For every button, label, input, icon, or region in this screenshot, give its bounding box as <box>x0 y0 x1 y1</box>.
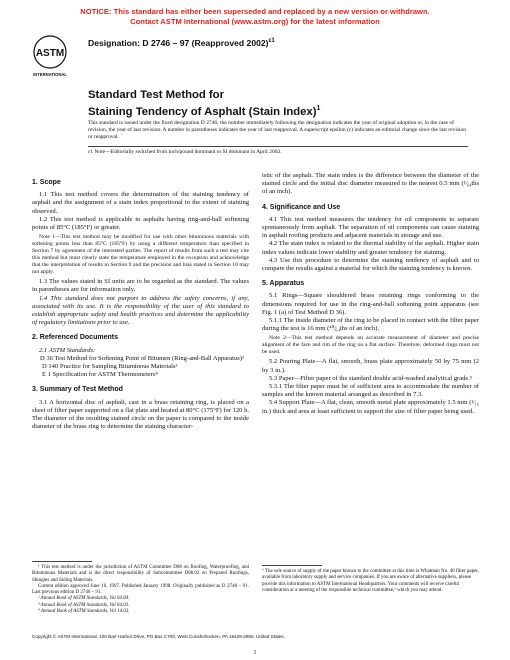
note-1: Note 1—This test method may be modified for use with other bituminous materials with softening points less than 85°C (185°F) by using a different temperature than specified in Section 7 by agreement of the interested parties. The report of results from such a test may cite this method but must clearly state the temperature employed in the exception and acknowledge that the interpretation of results in Section 9 and the precision and bias stated in Section 10 may not apply. <box>32 234 249 276</box>
para-5-4: 5.4 Support Plate—A flat, clean, smooth metal plate approximately 1.5 mm (¹⁄₁₆ in.) thick and area at least sufficient to support the size of filter paper being used. <box>262 399 479 415</box>
section-3-heading: 3. Summary of Test Method <box>32 386 123 394</box>
para-5-3: 5.3 Paper—Filter paper of the standard double acid-washed analytical grade.⁵ <box>269 374 473 382</box>
para-1-3: 1.3 The values stated in SI units are to be regarded as the standard. The values in parentheses are for information only. <box>32 278 249 294</box>
copyright: Copyright © ASTM International, 100 Barr Harbor Drive, PO Box C700, West Conshohocken, PA 19428-2959, United States. <box>32 634 285 639</box>
para-5-1: 5.1 Rings—Square shouldered brass retaining rings conforming to the dimensions required for use in the ring-and-ball softening point apparatus (see Fig. 1 (a) of Test Method D 36). <box>262 292 479 316</box>
left-column <box>32 172 249 431</box>
para-2-1: 2.1 ASTM Standards: <box>39 346 96 354</box>
footnote-3: ³ Annual Book of ASTM Standards, Vol 04.03. <box>38 602 130 608</box>
para-4-2: 4.2 The stain index is related to the thermal stability of the asphalt. Higher stain index values indicate lower stability and greater tendency for staining. <box>262 240 479 256</box>
section-4-heading: 4. Significance and Use <box>262 203 341 211</box>
designation-text: Designation: D 2746 – 97 (Reapproved 2002) <box>88 38 269 48</box>
reference-e1: E 1 Specification for ASTM Thermometers⁴ <box>42 371 158 379</box>
footnote-rule-left <box>32 561 92 562</box>
footnote-1: ¹ This test method is under the jurisdiction of ASTM Committee D08 on Roofing, Waterproofing, and Bituminous Materials and is the direct responsibility of Subcommittee D08.02 on Prepared Roofings, Shingles and Siding Materials. <box>32 565 249 583</box>
logo-text: ASTM <box>35 48 65 59</box>
para-3-1-cont: istic of the asphalt. The stain index is the difference between the diameter of the stained circle and the initial disc diameter measured to the nearest 0.5 mm (¹⁄₆₄ths of an inch). <box>262 172 479 196</box>
footnote-4: ⁴ Annual Book of ASTM Standards, Vol 14.03. <box>38 609 130 615</box>
page-title <box>88 88 320 119</box>
footnote-1b: Current edition approved June 10, 1997. Published January 1998. Originally published as D 2746 – 91. Last previous edition D 2746 – 91. <box>32 583 249 596</box>
title-mark: 1 <box>316 105 321 112</box>
section-2-heading: 2. Referenced Documents <box>32 334 118 342</box>
reference-d140: D 140 Practice for Sampling Bituminous Materials³ <box>42 363 178 371</box>
section-1-heading: 1. Scope <box>32 179 61 186</box>
title-line-1: Standard Test Method for <box>88 89 224 101</box>
section-5-heading: 5. Apparatus <box>262 280 305 288</box>
epsilon-note: ε1 Note—Editorially switched from inch/pound dominant to SI dominant in April 2002. <box>88 149 282 155</box>
designation <box>88 38 275 48</box>
para-5-1-1: 5.1.1 The inside diameter of the ring to be placed in contact with the filter paper during the test is 16 mm (⁴⁰⁄₆₄ths of an inch). <box>262 317 479 333</box>
reference-d36: D 36 Test Method for Softening Point of Bitumen (Ring-and-Ball Apparatus)² <box>40 354 244 362</box>
logo-subtext: INTERNATIONAL <box>33 72 67 77</box>
para-4-3: 4.3 Use this procedure to determine the staining tendency of asphalt and to compare the results against a material for which the staining tendency is known. <box>262 256 479 273</box>
astm-logo-icon <box>30 34 70 78</box>
footnote-5: ⁵ The sole source of supply of the paper known to the committee at this time is Whatman No. 40 filter paper, available from laboratory supply and service companies. If you are aware of alternative suppliers, please provide this information to ASTM International Headquarters. Your comments will receive careful consideration at a meeting of the responsible technical committee,¹ which you may attend. <box>262 569 479 593</box>
footnote-2: ² Annual Book of ASTM Standards, Vol 04.04. <box>38 596 130 602</box>
para-5-3-1: 5.3.1 The filter paper must be of sufficient area to accommodate the number of samples and the known material arranged as described in 7.3. <box>262 383 479 399</box>
para-1-4: 1.4 This standard does not purport to address the safety concerns, if any, associated with its use. It is the responsibility of the user of this standard to establish appropriate safety and health practices and determine the applicability of regulatory limitations prior to use. <box>32 294 249 327</box>
page-number: 1 <box>253 650 257 656</box>
para-4-1: 4.1 This test method measures the tendency for oil components to separate spontaneously from asphalt. The separation of oil components can cause staining in asphalt roofing products and adjacent materials in storage and use. <box>262 215 479 240</box>
footnotes-left <box>32 565 249 615</box>
footnote-rule-right <box>262 565 322 566</box>
para-3-1: 3.1 A horizontal disc of asphalt, cast in a brass retaining ring, is placed on a sheet of filter paper supported on a flat plate and heated at 80°C (175°F) for 120 h. The diameter of the resulting stained circle on the paper is compared to the inside diameter of the brass ring to determine the staining character- <box>32 398 249 431</box>
standard-note: This standard is issued under the fixed designation D 2746; the number immediately following the designation indicates the year of original adoption or, in the case of revision, the year of last revision. A number in parentheses indicates the year of last reapproval. A superscript epsilon (ε) indicates an editorial change since the last revision or reapproval. <box>88 120 467 140</box>
para-1-1: 1.1 This test method covers the determination of the staining tendency of asphalt and the assignment of a stain index proportional to the extent of staining observed. <box>32 191 249 215</box>
withdrawn-notice <box>0 7 510 26</box>
right-column <box>262 172 479 416</box>
para-5-2: 5.2 Pouring Plate—A flat, smooth, brass plate approximately 50 by 75 mm (2 by 3 in.). <box>262 358 479 374</box>
notice-line-2: Contact ASTM International (www.astm.org) for the latest information <box>130 16 380 26</box>
divider <box>88 146 468 147</box>
para-1-2: 1.2 This test method is applicable to asphalts having ring-and-ball softening points of 85°C (185°F) or greater. <box>32 215 249 232</box>
notice-line-1: NOTICE: This standard has either been superseded and replaced by a new version or withdrawn. <box>80 7 430 16</box>
note-2: Note 2—This test method depends on accurate measurement of diameter and precise alignment of the face and rim of the ring on a flat surface. Therefore, deformed rings must not be used. <box>262 335 479 356</box>
title-line-2: Staining Tendency of Asphalt (Stain Index) <box>88 105 317 118</box>
designation-mark: ε1 <box>268 38 275 45</box>
